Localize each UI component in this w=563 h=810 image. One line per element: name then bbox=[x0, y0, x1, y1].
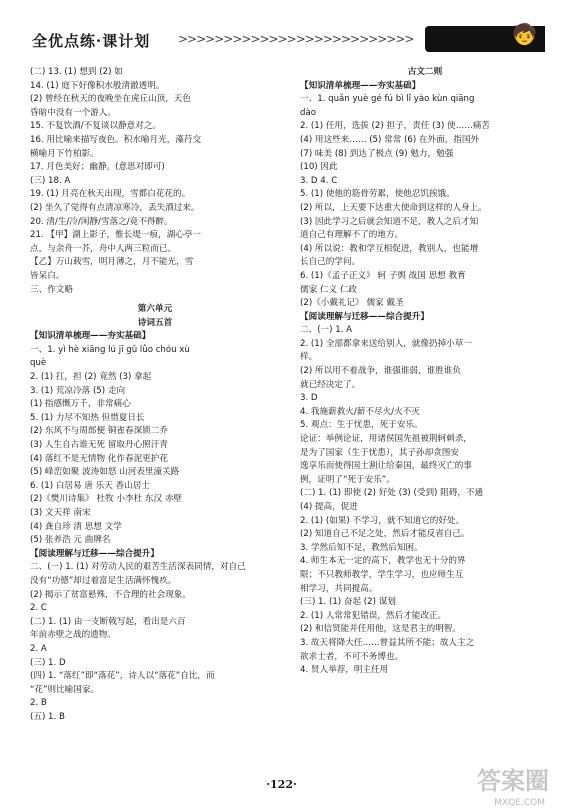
chevron-decoration-icon: >>>>>>>>>>>>>>>>>>>>>>>>>> bbox=[178, 32, 414, 46]
text-line: 2. B bbox=[30, 698, 47, 709]
text-line: 没有“功德”却过着富足生活满怀愧疚。 bbox=[30, 575, 177, 586]
text-line: 逸享乐而使得国土割让给秦国，最终灭亡的事 bbox=[300, 461, 472, 472]
text-line: 3. 故天将降大任……曾益其所不能；故人主之 bbox=[300, 637, 475, 648]
text-line: 3. (1) 荒凉冷落 (5) 走向 bbox=[30, 385, 126, 396]
header bbox=[18, 22, 545, 56]
brand-title: 全优点练·课计划 bbox=[32, 32, 151, 50]
text-line: (2) 知道自己不足之处，然后才能反省自己。 bbox=[300, 529, 470, 540]
text-line: 论证：举例论证，用诸侯国先祖被荆轲刺杀， bbox=[300, 434, 472, 445]
text-line: 21. 【甲】湖上影子，惟长堤一痕，湖心亭一 bbox=[30, 230, 202, 241]
text-line: 年前赤壁之战的遗物。 bbox=[30, 630, 116, 641]
text-line: 【知识清单梳理——夯实基础】 bbox=[300, 80, 421, 91]
text-line: 二、(一) 1. A bbox=[300, 325, 353, 336]
text-line: 2. (1) 人常常犯错误，然后才能改正。 bbox=[300, 610, 447, 621]
text-line: 欲求士者，不可不务博也。 bbox=[300, 651, 404, 662]
text-line: (三) 1. (1) 奋起 (2) 谋划 bbox=[300, 597, 396, 608]
text-line: (5) 张养浩 元 曲牌名 bbox=[30, 535, 111, 546]
right-title: 古文二则 bbox=[407, 67, 443, 77]
text-line: (3) 因此学习之后就会知道不足，教人之后才知 bbox=[300, 216, 479, 227]
text-line: (2) 和信贤能并任用他，这是君主的明智。 bbox=[300, 624, 461, 635]
text-line: 4. 贤人举荐，明主任用 bbox=[300, 665, 389, 676]
text-line: 4. 师生本无一定的高下，教学也无十分的界 bbox=[300, 556, 466, 567]
text-line: (2) 所以，上天要下达重大使命到这样的人身上。 bbox=[300, 202, 487, 213]
text-line: 2. (1) 全部都拿来送给别人，就像扔掉小草一 bbox=[300, 338, 472, 349]
text-line: 【乙】万山载雪，明月薄之，月不能光，雪 bbox=[30, 257, 194, 268]
text-line: 皆呆白。 bbox=[30, 270, 65, 281]
text-line: 长自己的学问。 bbox=[300, 257, 361, 268]
text-line: 二、(一) 1. (1) 对劳动人民的艰苦生活深表同情，对自己 bbox=[30, 562, 246, 573]
text-line: (三) 1. D bbox=[30, 657, 66, 668]
text-line: (二) 1. (1) 即使 (2) 好处 (3) (受到) 阻碍，不通 bbox=[300, 488, 484, 499]
text-line: 5. 观点：生于忧患，死于安乐。 bbox=[300, 420, 423, 431]
text-line: 相学习，共同提高。 bbox=[300, 583, 378, 594]
text-line: 15. 不复饮酒/不复谈以静意对之。 bbox=[30, 121, 162, 132]
text-line: 2. (1) 扛，担 (2) 竟然 (3) 拿起 bbox=[30, 372, 152, 383]
text-line: (2)《小戴礼记》 儒家 戴圣 bbox=[300, 298, 404, 309]
text-line: (四) 1. “落红”即“落花”，诗人以“落花”自比，而 bbox=[30, 671, 215, 682]
text-line: 儒家 仁义 仁政 bbox=[300, 284, 358, 295]
text-line: (5) 峰峦如聚 波涛如怒 山河表里潼关路 bbox=[30, 467, 180, 478]
watermark-logo: 答案圈 bbox=[477, 767, 549, 795]
text-line: (4) 提高，促进 bbox=[300, 502, 358, 512]
unit-title: 第六单元 bbox=[137, 304, 173, 315]
poem-title: 诗词五首 bbox=[137, 317, 173, 328]
text-line: 14. (1) 庭下好像积水般清澈透明。 bbox=[30, 80, 165, 91]
text-line: (2) 曾经在秋天的夜晚坐在虎丘山顶，天色 bbox=[30, 94, 191, 105]
text-line: (4) 落红不是无情物 化作春泥更护花 bbox=[30, 453, 168, 464]
left-column bbox=[30, 66, 280, 725]
text-line: (7) 味美 (8) 到达了极点 (9) 勉力，勉强 bbox=[300, 148, 454, 159]
text-line: 一、1. yì hè xiāng lú jī gǔ lǜo chóu xù bbox=[30, 344, 190, 355]
text-line: (五) 1. B bbox=[30, 711, 65, 722]
text-line: 5. (1) 使他的筋骨劳累，使他忍饥挨饿。 bbox=[300, 189, 455, 200]
text-line: (3) 文天祥 南宋 bbox=[30, 508, 91, 518]
text-line: 样。 bbox=[300, 352, 318, 363]
text-line: 2. A bbox=[30, 643, 47, 654]
text-line: dào bbox=[300, 107, 316, 118]
watermark-url: MXQE.COM bbox=[494, 798, 545, 808]
text-line: (4) 用这些来…… (5) 常常 (6) 在外面，指国外 bbox=[300, 134, 480, 145]
text-line: 例，证明了“死于安乐”。 bbox=[300, 474, 395, 485]
text-line: (4) 龚自珍 清 思想 文学 bbox=[30, 521, 122, 532]
text-line: (2) 东风不与周郎便 铜雀春深锁二乔 bbox=[30, 426, 168, 437]
text-line: 三、作文略 bbox=[30, 284, 73, 295]
text-line: (2) 坐久了觉得有点清凉寒冷，丢失酒过来。 bbox=[30, 202, 200, 213]
text-line: (二) 1. (1) 由一支断戟写起，看出是六百 bbox=[30, 616, 186, 627]
text-line: 5. (1) 力尽不知热 但惜夏日长 bbox=[30, 412, 145, 423]
text-line: 昏暗中没有一个游人。 bbox=[30, 107, 116, 118]
text-line: 16. 用比喻来描写夜色。积水喻月光，藻荇交 bbox=[30, 134, 202, 145]
text-line: (3) 人生自古谁无死 留取丹心照汗青 bbox=[30, 440, 168, 451]
text-line: “花”则比喻国家。 bbox=[30, 684, 100, 695]
text-line: (10) 因此 bbox=[300, 162, 338, 173]
right-column bbox=[300, 66, 550, 678]
text-line: (2) 所以用不着战争，谁强谁弱，谁胜谁负 bbox=[300, 366, 461, 377]
text-line: 【知识清单梳理——夯实基础】 bbox=[30, 331, 151, 342]
text-line: 6. (1) 白居易 唐 乐天 香山居士 bbox=[30, 480, 150, 491]
text-line: 2. (1) 任用，选拔 (2) 担子，责任 (3) 使……痛苦 bbox=[300, 121, 491, 132]
figure-icon: 🧒 bbox=[512, 22, 537, 46]
text-line: 是为了国家（生于忧患），其子孙却贪图安 bbox=[300, 447, 459, 458]
text-line: (二) 13. (1) 想到 (2) 如 bbox=[30, 67, 123, 77]
text-line: 一、1. quǎn yuè gé fú bì lǐ yào kùn qiāng bbox=[300, 94, 475, 105]
text-line: 4. 我施薪救火/薪不尽火/火不灭 bbox=[300, 406, 420, 417]
text-line: 2. (1) (如果) 不学习，就不知道它的好处。 bbox=[300, 515, 465, 526]
text-line: 点，与余舟一芥，舟中人两三粒而已。 bbox=[30, 243, 177, 254]
text-line: 【阅读理解与迁移——综合提升】 bbox=[30, 548, 159, 559]
text-line: 2. C bbox=[30, 603, 47, 614]
text-line: (1) 指感慨万千，非常痛心 bbox=[30, 399, 131, 410]
text-line: 17. 月色美好；幽静。(意思对即可) bbox=[30, 162, 165, 173]
text-line: 就已经决定了。 bbox=[300, 379, 361, 390]
text-line: 【阅读理解与迁移——综合提升】 bbox=[300, 311, 429, 322]
page-number: ·122· bbox=[266, 778, 297, 791]
text-line: (2)《樊川诗集》 杜牧 小李杜 东汉 赤壁 bbox=[30, 494, 183, 505]
text-line: 横喻月下竹柏影。 bbox=[30, 148, 99, 159]
text-line: 19. (1) 月亮在秋天出现，雪都白花花的。 bbox=[30, 189, 191, 200]
text-line: què bbox=[30, 358, 47, 369]
text-line: (4) 所以说：教和学互相促进，教别人，也能增 bbox=[300, 243, 479, 254]
text-line: (2) 揭示了贫富悬殊，不合理的社会现象。 bbox=[30, 589, 191, 600]
text-line: 3. D 4. C bbox=[300, 175, 338, 186]
text-line: 20. 清/生/冷/闲静/雪落之/竟不得醉。 bbox=[30, 216, 173, 227]
text-line: 道自己有理解不了的地方。 bbox=[300, 230, 404, 241]
text-line: 限；不只教师教学，学生学习，也应师生互 bbox=[300, 569, 464, 580]
text-line: (三) 18. A bbox=[30, 175, 71, 186]
text-line: 6. (1)《孟子正义》 轲 子舆 战国 思想 教育 bbox=[300, 270, 466, 281]
text-line: 3. 学然后知不足，教然后知困。 bbox=[300, 542, 423, 553]
text-line: 3. D bbox=[300, 393, 318, 404]
